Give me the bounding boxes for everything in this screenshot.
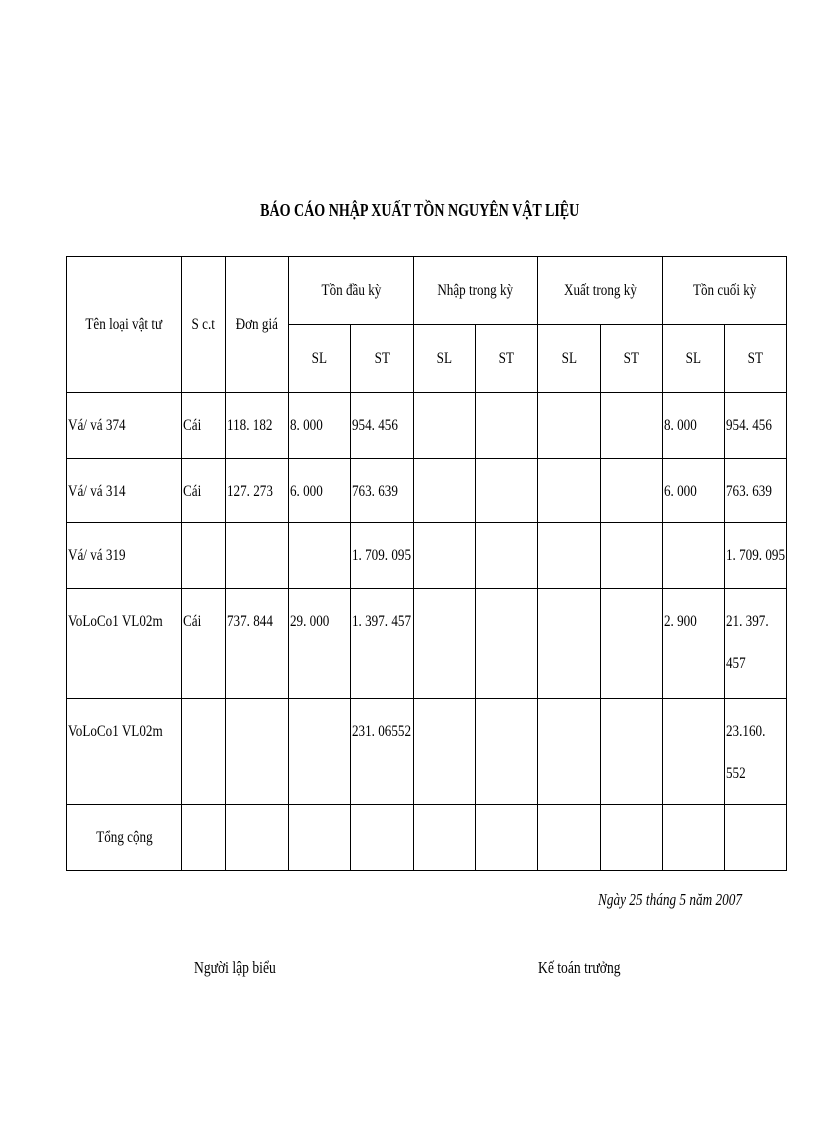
report-date: Ngày 25 tháng 5 năm 2007	[598, 890, 743, 909]
header-unit: S c.t	[182, 257, 226, 393]
header-opening: Tồn đầu kỳ	[289, 257, 414, 325]
subheader-sl: SL	[414, 325, 476, 393]
inventory-report-table	[66, 256, 787, 871]
preparer-signature-label: Người lập biểu	[194, 958, 276, 977]
cell-unit	[182, 523, 226, 589]
cell-close-sl: 6. 000	[663, 459, 725, 523]
cell-name: VoLoCo1 VL02m	[67, 589, 182, 699]
cell-close-st: 23.160. 552	[725, 699, 787, 805]
total-row	[67, 805, 787, 871]
total-cell	[351, 805, 414, 871]
total-cell	[725, 805, 787, 871]
cell-out-st	[601, 699, 663, 805]
cell-in-sl	[414, 459, 476, 523]
cell-out-st	[601, 393, 663, 459]
report-title: BÁO CÁO NHẬP XUẤT TỒN NGUYÊN VẬT LIỆU	[260, 200, 580, 220]
cell-in-st	[476, 459, 538, 523]
subheader-st: ST	[476, 325, 538, 393]
cell-price: 737. 844	[226, 589, 289, 699]
header-closing: Tồn cuối kỳ	[663, 257, 787, 325]
cell-unit: Cái	[182, 459, 226, 523]
total-cell	[663, 805, 725, 871]
cell-close-st: 763. 639	[725, 459, 787, 523]
subheader-sl: SL	[663, 325, 725, 393]
cell-close-sl	[663, 699, 725, 805]
cell-unit	[182, 699, 226, 805]
cell-in-st	[476, 589, 538, 699]
cell-in-st	[476, 699, 538, 805]
cell-open-st: 763. 639	[351, 459, 414, 523]
total-cell	[476, 805, 538, 871]
total-cell	[226, 805, 289, 871]
table-row	[67, 393, 787, 459]
table-row	[67, 459, 787, 523]
total-cell	[538, 805, 601, 871]
cell-out-sl	[538, 699, 601, 805]
cell-close-sl: 8. 000	[663, 393, 725, 459]
cell-open-sl: 8. 000	[289, 393, 351, 459]
subheader-sl: SL	[289, 325, 351, 393]
cell-in-sl	[414, 523, 476, 589]
cell-open-sl: 29. 000	[289, 589, 351, 699]
cell-close-st: 1. 709. 095	[725, 523, 787, 589]
cell-in-sl	[414, 589, 476, 699]
cell-open-sl	[289, 523, 351, 589]
total-cell	[414, 805, 476, 871]
header-export: Xuất trong kỳ	[538, 257, 663, 325]
total-label: Tổng cộng	[67, 805, 182, 871]
cell-open-sl	[289, 699, 351, 805]
cell-out-sl	[538, 459, 601, 523]
header-price: Đơn giá	[226, 257, 289, 393]
table-row	[67, 523, 787, 589]
subheader-st: ST	[725, 325, 787, 393]
cell-name: Vá/ vá 314	[67, 459, 182, 523]
cell-in-st	[476, 393, 538, 459]
cell-name: Vá/ vá 319	[67, 523, 182, 589]
cell-out-st	[601, 523, 663, 589]
chief-accountant-signature-label: Kế toán trưởng	[538, 958, 621, 977]
cell-open-st: 1. 397. 457	[351, 589, 414, 699]
cell-close-sl: 2. 900	[663, 589, 725, 699]
cell-in-st	[476, 523, 538, 589]
header-import: Nhập trong kỳ	[414, 257, 538, 325]
total-cell	[601, 805, 663, 871]
cell-name: VoLoCo1 VL02m	[67, 699, 182, 805]
cell-in-sl	[414, 393, 476, 459]
cell-price	[226, 523, 289, 589]
cell-close-sl	[663, 523, 725, 589]
total-cell	[289, 805, 351, 871]
cell-open-st: 1. 709. 095	[351, 523, 414, 589]
cell-unit: Cái	[182, 393, 226, 459]
cell-out-sl	[538, 589, 601, 699]
cell-open-sl: 6. 000	[289, 459, 351, 523]
total-cell	[182, 805, 226, 871]
header-row-groups	[67, 257, 787, 325]
cell-out-sl	[538, 523, 601, 589]
cell-price: 127. 273	[226, 459, 289, 523]
cell-price	[226, 699, 289, 805]
cell-out-st	[601, 589, 663, 699]
header-name: Tên loại vật tư	[67, 257, 182, 393]
cell-close-st: 954. 456	[725, 393, 787, 459]
cell-open-st: 954. 456	[351, 393, 414, 459]
subheader-st: ST	[351, 325, 414, 393]
cell-in-sl	[414, 699, 476, 805]
cell-close-st: 21. 397. 457	[725, 589, 787, 699]
table-row	[67, 699, 787, 805]
cell-name: Vá/ vá 374	[67, 393, 182, 459]
cell-open-st: 231. 06552	[351, 699, 414, 805]
subheader-st: ST	[601, 325, 663, 393]
subheader-sl: SL	[538, 325, 601, 393]
table-row	[67, 589, 787, 699]
cell-unit: Cái	[182, 589, 226, 699]
cell-out-sl	[538, 393, 601, 459]
cell-out-st	[601, 459, 663, 523]
cell-price: 118. 182	[226, 393, 289, 459]
